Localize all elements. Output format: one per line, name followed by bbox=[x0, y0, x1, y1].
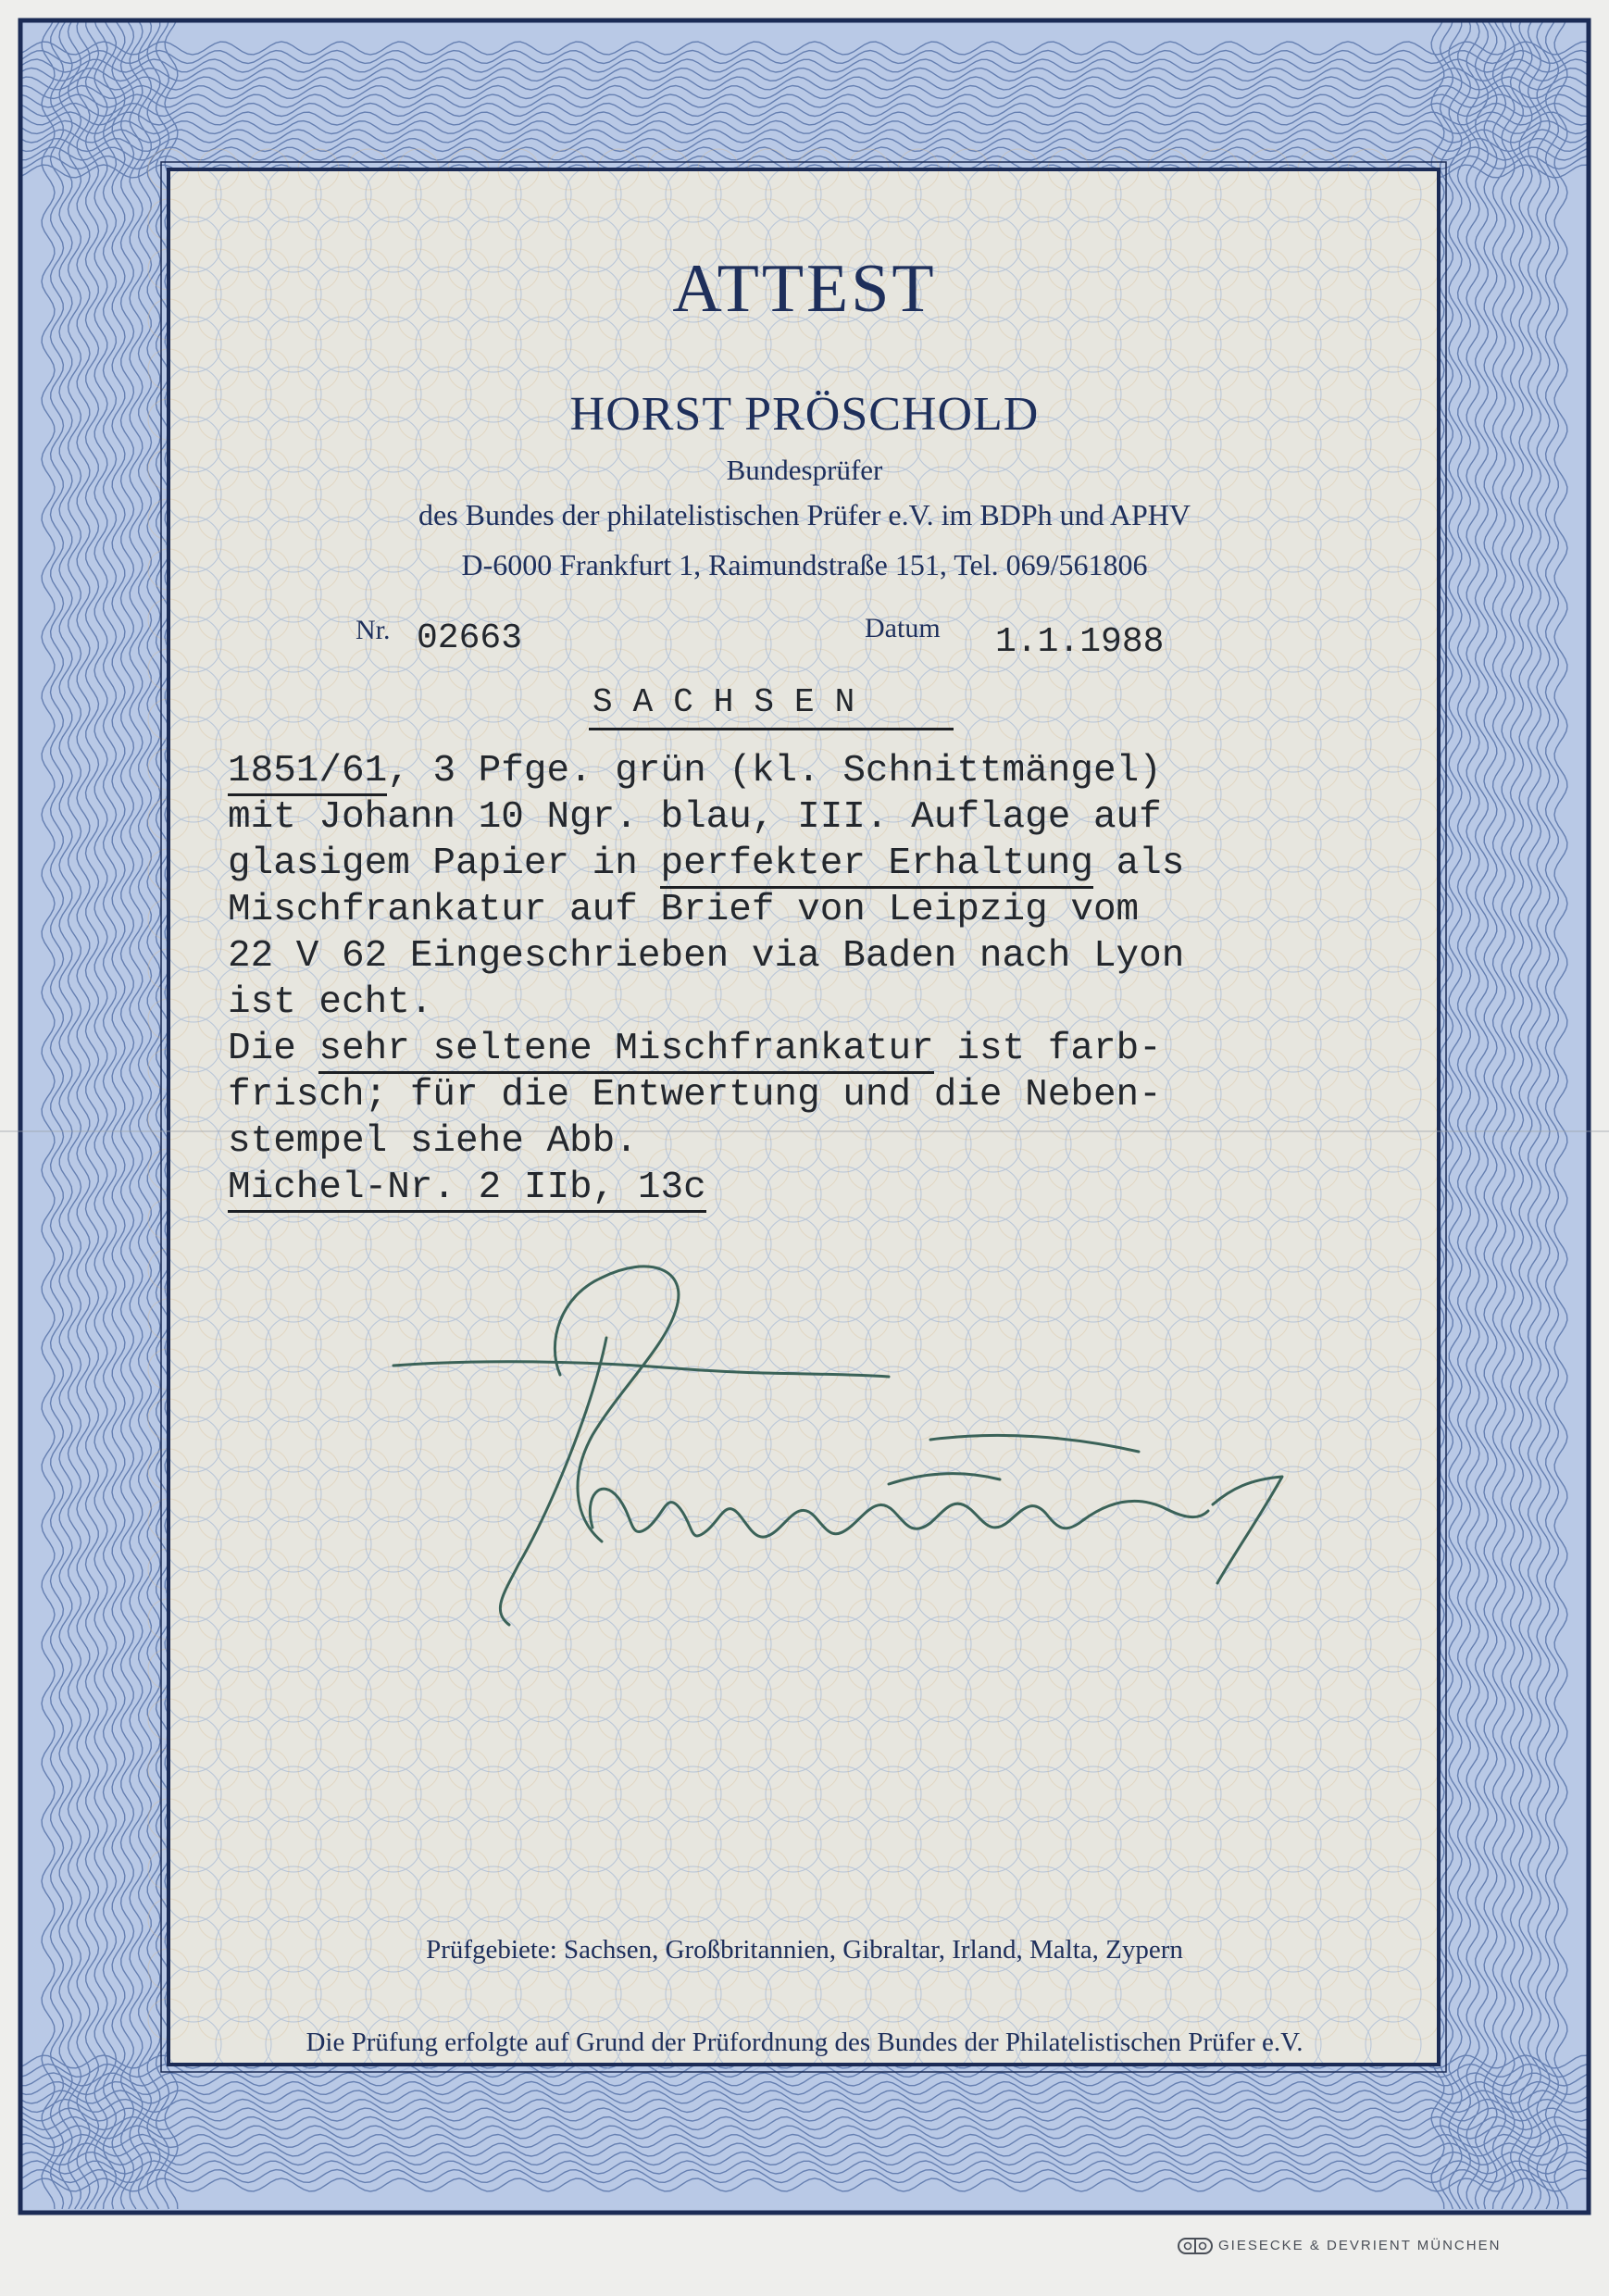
country-underline bbox=[589, 728, 954, 730]
body-text-segment: Die bbox=[228, 1028, 319, 1070]
number-label: Nr. bbox=[355, 615, 391, 645]
body-underlined-segment: perfekter Erhaltung bbox=[660, 842, 1092, 889]
body-line bbox=[228, 794, 1184, 841]
body-line bbox=[228, 1072, 1184, 1118]
body-line bbox=[228, 887, 1184, 933]
date-label: Datum bbox=[865, 613, 941, 643]
body-text-segment: 22 V 62 Eingeschrieben via Baden nach Lyon bbox=[228, 935, 1185, 978]
body-text-segment: als bbox=[1092, 842, 1185, 885]
examiner-role: Bundesprüfer bbox=[726, 454, 883, 486]
body-text-segment: ist echt. bbox=[228, 981, 433, 1024]
handwritten-signature bbox=[370, 1241, 1416, 1694]
certificate-number: 02663 bbox=[417, 618, 523, 658]
printer-logo-icon bbox=[1178, 2238, 1213, 2254]
body-text-segment: glasigem Papier in bbox=[228, 842, 661, 885]
body-underlined-segment: Michel-Nr. 2 IIb, 13c bbox=[228, 1167, 706, 1213]
body-line bbox=[228, 748, 1184, 794]
body-text-segment: ist farb- bbox=[933, 1028, 1162, 1070]
certificate-title: ATTEST bbox=[672, 251, 937, 327]
certificate-date: 1.1.1988 bbox=[995, 622, 1165, 662]
examiner-organization: des Bundes der philatelistischen Prüfer e.V. im BDPh und APHV bbox=[418, 498, 1191, 531]
examiner-address: D-6000 Frankfurt 1, Raimundstraße 151, Tel. 069/561806 bbox=[461, 548, 1148, 581]
body-line bbox=[228, 1165, 1184, 1211]
body-line bbox=[228, 841, 1184, 887]
body-text-segment: stempel siehe Abb. bbox=[228, 1120, 638, 1163]
printer-imprint-text: GIESECKE & DEVRIENT MÜNCHEN bbox=[1218, 2238, 1502, 2253]
body-line bbox=[228, 1026, 1184, 1072]
body-text-segment: , 3 Pfge. grün (kl. Schnittmängel) bbox=[387, 750, 1162, 792]
certificate-body bbox=[228, 748, 1184, 1211]
testing-regulation-note: Die Prüfung erfolgte auf Grund der Prüfordnung des Bundes der Philatelistischen Prüfer e.V. bbox=[306, 2028, 1303, 2057]
country-heading: SACHSEN bbox=[592, 683, 876, 721]
body-underlined-segment: 1851/61 bbox=[228, 750, 387, 796]
body-text-segment: mit Johann 10 Ngr. blau, III. Auflage auf bbox=[228, 796, 1162, 839]
examiner-name: HORST PRÖSCHOLD bbox=[569, 388, 1040, 441]
testing-areas: Prüfgebiete: Sachsen, Großbritannien, Gibraltar, Irland, Malta, Zypern bbox=[426, 1935, 1183, 1965]
body-text-segment: Mischfrankatur auf Brief von Leipzig vom bbox=[228, 889, 1140, 931]
body-text-segment: frisch; für die Entwertung und die Neben- bbox=[228, 1074, 1162, 1117]
body-underlined-segment: sehr seltene Mischfrankatur bbox=[318, 1028, 933, 1074]
body-line bbox=[228, 980, 1184, 1026]
body-line bbox=[228, 1118, 1184, 1165]
body-line bbox=[228, 933, 1184, 980]
printer-imprint bbox=[1178, 2238, 1501, 2254]
